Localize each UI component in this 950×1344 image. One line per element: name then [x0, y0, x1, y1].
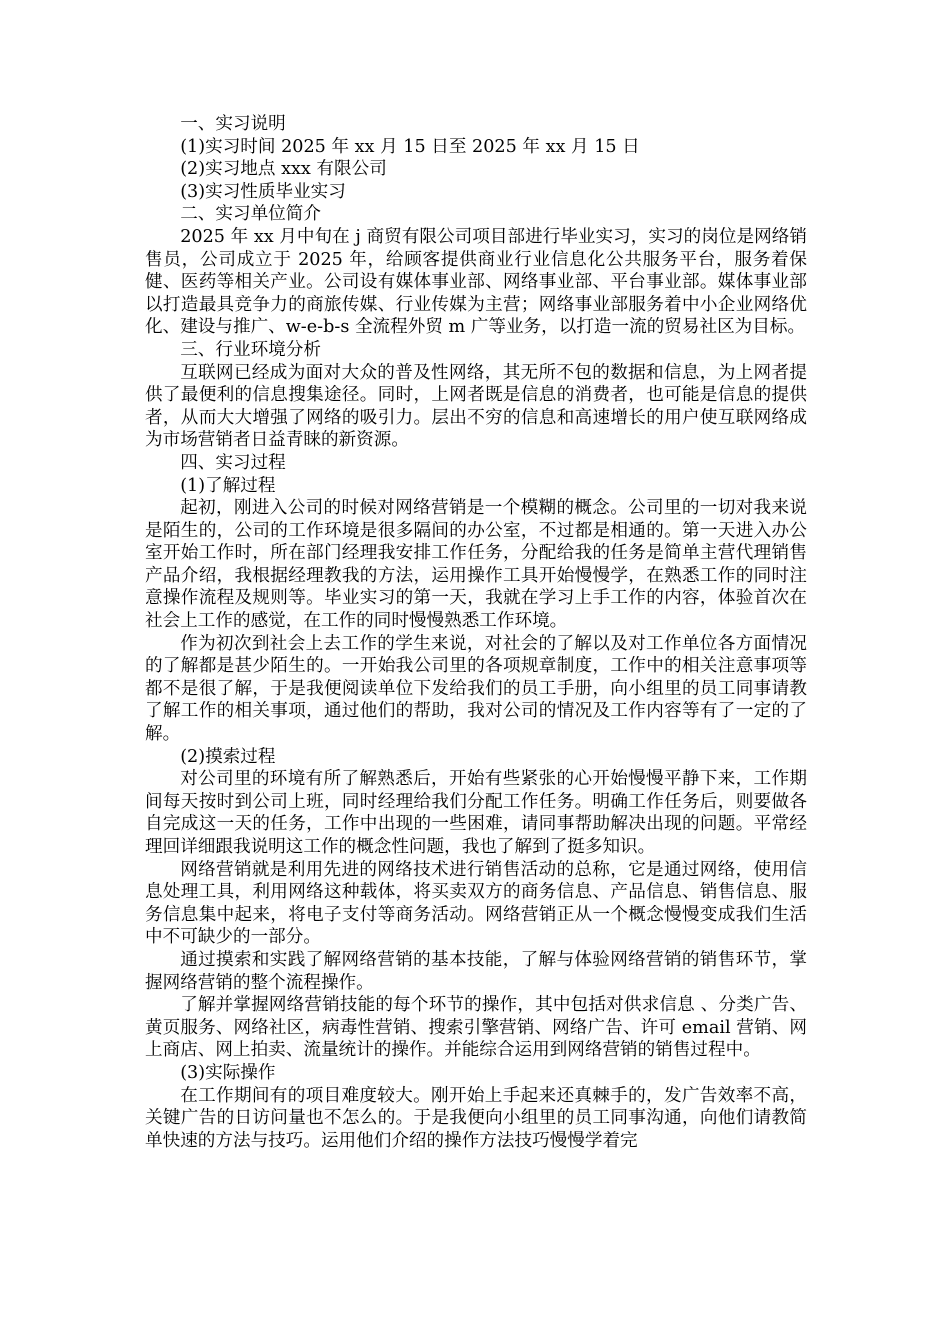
body-paragraph: 作为初次到社会上去工作的学生来说，对社会的了解以及对工作单位各方面情况的了解都是甚少陌生的。一开始我公司里的各项规章制度，工作中的相关注意事项等都不是很了解，于是我便阅读单位下发给我们的员工手册，向小组里的员工同事请教了解工作的相关事项，通过他们的帮助，我对公司的情况及工作内容等有了一定的了解。 [145, 633, 807, 745]
section-heading: 三、行业环境分析 [180, 339, 321, 360]
info-line: (1)实习时间 2025 年 xx 月 15 日至 2025 年 xx 月 15 日 [180, 136, 640, 157]
body-paragraph: 对公司里的环境有所了解熟悉后，开始有些紧张的心开始慢慢平静下来，工作期间每天按时到公司上班，同时经理给我们分配工作任务。明确工作任务后，则要做各自完成这一天的任务，工作中出现的一些困难，请同事帮助解决出现的问题。平常经理回详细跟我说明这工作的概念性问题，我也了解到了挺多知识。 [145, 769, 807, 857]
subsection-heading: (3)实际操作 [180, 1062, 276, 1083]
section-heading: 二、实习单位简介 [180, 204, 321, 225]
body-paragraph: 起初，刚进入公司的时候对网络营销是一个模糊的概念。公司里的一切对我来说是陌生的，公司的工作环境是很多隔间的办公室，不过都是相通的。第一天进入办公室开始工作时，所在部门经理我安排工作任务，分配给我的任务是简单主营代理销售产品介绍，我根据经理教我的方法，运用操作工具开始慢慢学，在熟悉工作的同时注意操作流程及规则等。毕业实习的第一天，我就在学习上手工作的内容，体验首次在社会上工作的感觉，在工作的同时慢慢熟悉工作环境。 [145, 498, 807, 632]
info-line: (2)实习地点 xxx 有限公司 [180, 159, 387, 180]
subsection-heading: (2)摸索过程 [180, 746, 276, 767]
body-paragraph: 在工作期间有的项目难度较大。刚开始上手起来还真棘手的，发广告效率不高，关键广告的日访问量也不怎么的。于是我便向小组里的员工同事沟通，向他们请教简单快速的方法与技巧。运用他们介绍的操作方法技巧慢慢学着完 [145, 1085, 807, 1151]
body-paragraph: 网络营销就是利用先进的网络技术进行销售活动的总称，它是通过网络，使用信息处理工具，利用网络这种载体，将买卖双方的商务信息、产品信息、销售信息、服务信息集中起来，将电子支付等商务活动。网络营销正从一个概念慢慢变成我们生活中不可缺少的一部分。 [145, 859, 807, 948]
section-heading: 四、实习过程 [180, 452, 286, 473]
info-line: (3)实习性质毕业实习 [180, 181, 346, 202]
body-paragraph: 2025 年 xx 月中旬在 j 商贸有限公司项目部进行毕业实习，实习的岗位是网络销售员，公司成立于 2025 年，给顾客提供商业行业信息化公共服务平台，服务着保健、医药等相关产业。公司设有媒体事业部、网络事业部、平台事业部。媒体事业部以打造最具竞争力的商旅传媒、行业传媒为主营；网络事业部服务着中小企业网络优化、建设与推广、w-e-b-s 全流程外贸 m 广等业务，以打造一流的贸易社区为目标。 [145, 226, 807, 338]
body-paragraph: 通过摸索和实践了解网络营销的基本技能，了解与体验网络营销的销售环节，掌握网络营销的整个流程操作。 [145, 949, 807, 993]
subsection-heading: (1)了解过程 [180, 475, 276, 496]
section-heading: 一、实习说明 [180, 114, 286, 134]
body-paragraph: 了解并掌握网络营销技能的每个环节的操作，其中包括对供求信息 、分类广告、黄页服务、网络社区，病毒性营销、搜索引擎营销、网络广告、许可 email 营销、网上商店、网上拍卖、流量统计的操作。并能综合运用到网络营销的销售过程中。 [145, 995, 807, 1061]
body-paragraph: 互联网已经成为面对大众的普及性网络，其无所不包的数据和信息，为上网者提供了最便利的信息搜集途径。同时，上网者既是信息的消费者，也可能是信息的提供者，从而大大增强了网络的吸引力。层出不穷的信息和高速增长的用户使互联网络成为市场营销者日益青睐的新资源。 [145, 362, 807, 451]
document-body [145, 113, 807, 1152]
